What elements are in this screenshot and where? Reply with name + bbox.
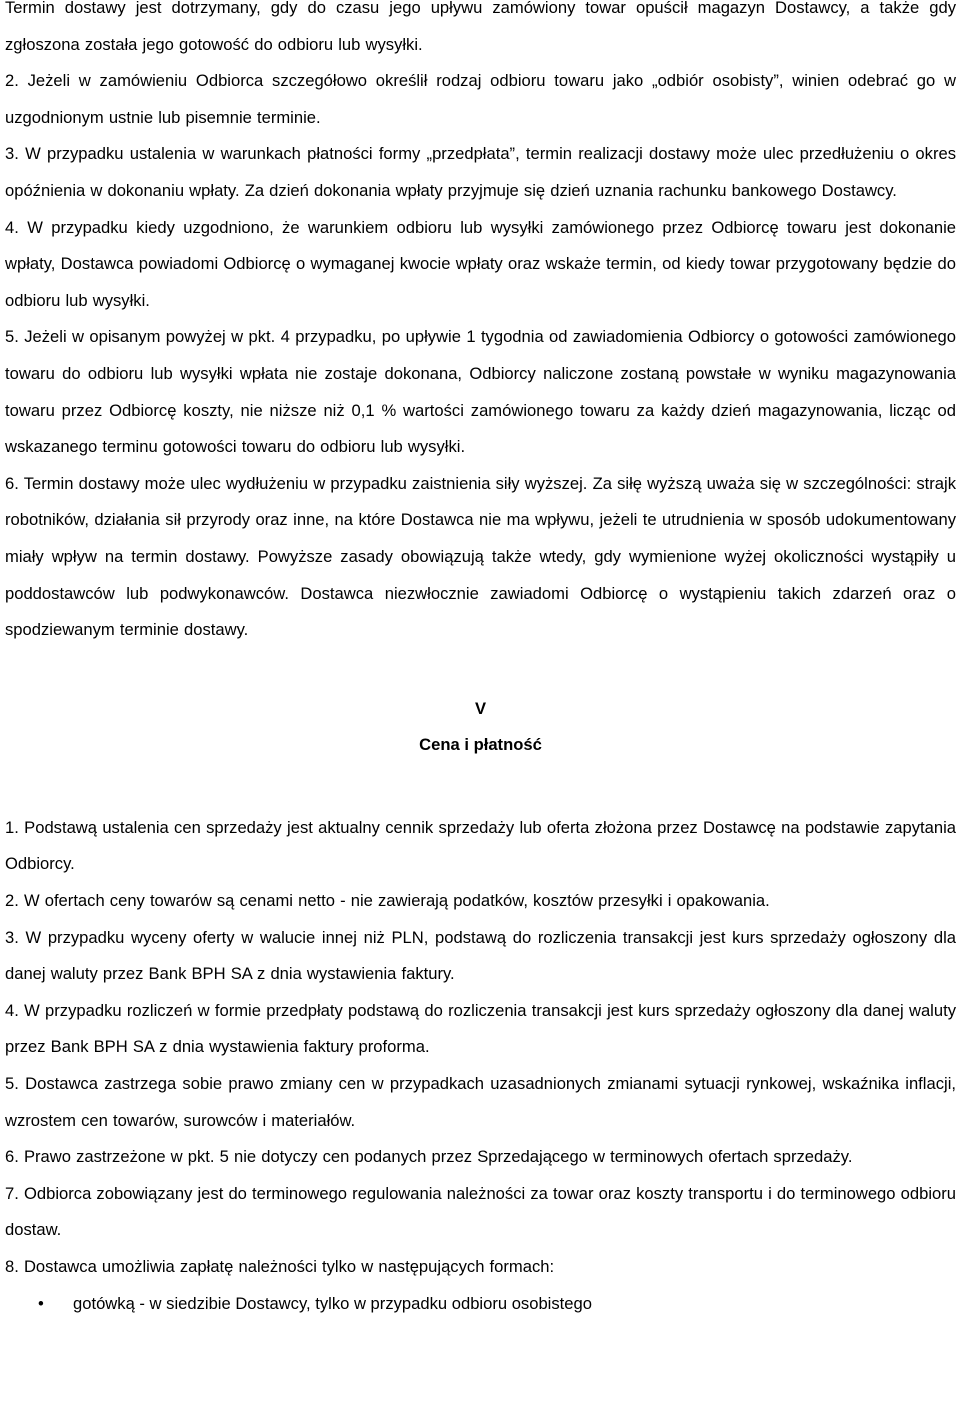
list-item (5, 1286, 956, 1323)
paragraph-iv-2: 2. Jeżeli w zamówieniu Odbiorca szczegółowo określił rodzaj odbioru towaru jako „odbiór osobisty”, winien odebrać go w uzgodnionym ustnie lub pisemnie terminie. (5, 71, 956, 127)
paragraph-v-5: 5. Dostawca zastrzega sobie prawo zmiany cen w przypadkach uzasadnionych zmianami sytuacji rynkowej, wskaźnika inflacji, wzrostem cen towarów, surowców i materiałów. (5, 1074, 956, 1130)
list-item-text: gotówką - w siedzibie Dostawcy, tylko w przypadku odbioru osobistego (73, 1293, 592, 1313)
section-title: Cena i płatność (419, 735, 542, 755)
paragraph-delivery-deadline: Termin dostawy jest dotrzymany, gdy do czasu jego upływu zamówiony towar opuścił magazyn Dostawcy, a także gdy zgłoszona została jego gotowość do odbioru lub wysyłki. (5, 0, 956, 54)
paragraph-v-1: 1. Podstawą ustalenia cen sprzedaży jest aktualny cennik sprzedaży lub oferta złożona przez Dostawcę na podstawie zapytania Odbiorcy. (5, 817, 956, 874)
paragraph-v-4: 4. W przypadku rozliczeń w formie przedpłaty podstawą do rozliczenia transakcji jest kurs sprzedaży ogłoszony dla danej waluty przez Bank BPH SA z dnia wystawienia faktury proforma. (5, 1000, 956, 1057)
paragraph-v-3: 3. W przypadku wyceny oferty w walucie innej niż PLN, podstawą do rozliczenia transakcji jest kurs sprzedaży ogłoszony dla danej waluty przez Bank BPH SA z dnia wystawienia faktury. (5, 927, 956, 984)
paragraph-v-7: 7. Odbiorca zobowiązany jest do terminowego regulowania należności za towar oraz koszty transportu i do terminowego odbioru dostaw. (5, 1183, 956, 1240)
paragraph-v-2: 2. W ofertach ceny towarów są cenami netto - nie zawierają podatków, kosztów przesyłki i opakowania. (5, 891, 770, 911)
paragraph-v-6: 6. Prawo zastrzeżone w pkt. 5 nie dotyczy cen podanych przez Sprzedającego w terminowych ofertach sprzedaży. (5, 1147, 853, 1167)
document-page (5, 0, 956, 1322)
payment-forms-list (5, 1286, 956, 1323)
paragraph-iv-6: 6. Termin dostawy może ulec wydłużeniu w przypadku zaistnienia siły wyższej. Za siłę wyższą uważa się w szczególności: strajk robotników, działania sił przyrody oraz inne, na które Dostawca nie ma wpływu, jeżeli te utrudnienia w sposób udokumentowany miały wpływ na termin dostawy. Powyższe zasady obowiązują także wtedy, gdy wymienione wyżej okoliczności wystąpiły u poddostawców lub podwykonawców. Dostawca niezwłocznie zawiadomi Odbiorcę o wystąpieniu takich zdarzeń oraz o spodziewanym terminie dostawy. (5, 473, 956, 640)
paragraph-iv-4: 4. W przypadku kiedy uzgodniono, że warunkiem odbioru lub wysyłki zamówionego przez Odbiorcę towaru jest dokonanie wpłaty, Dostawca powiadomi Odbiorcę o wymaganej kwocie wpłaty oraz wskaże termin, od kiedy towar przygotowany będzie do odbioru lub wysyłki. (5, 217, 956, 310)
paragraph-v-8: 8. Dostawca umożliwia zapłatę należności tylko w następujących formach: (5, 1257, 555, 1276)
section-number: V (474, 698, 487, 718)
paragraph-iv-3: 3. W przypadku ustalenia w warunkach płatności formy „przedpłata”, termin realizacji dostawy może ulec przedłużeniu o okres opóźnienia w dokonaniu wpłaty. Za dzień dokonania wpłaty przyjmuje się dzień uznania rachunku bankowego Dostawcy. (5, 144, 956, 200)
bullet-icon: • (38, 1293, 44, 1313)
paragraph-iv-5: 5. Jeżeli w opisanym powyżej w pkt. 4 przypadku, po upływie 1 tygodnia od zawiadomienia Odbiorcy o gotowości zamówionego towaru do odbioru lub wysyłki wpłata nie zostaje dokonana, Odbiorcy naliczone zostaną powstałe w wyniku magazynowania towaru przez Odbiorcę koszty, nie niższe niż 0,1 % wartości zamówionego towaru za każdy dzień magazynowania, licząc od wskazanego terminu gotowości towaru do odbioru lub wysyłki. (5, 327, 956, 457)
